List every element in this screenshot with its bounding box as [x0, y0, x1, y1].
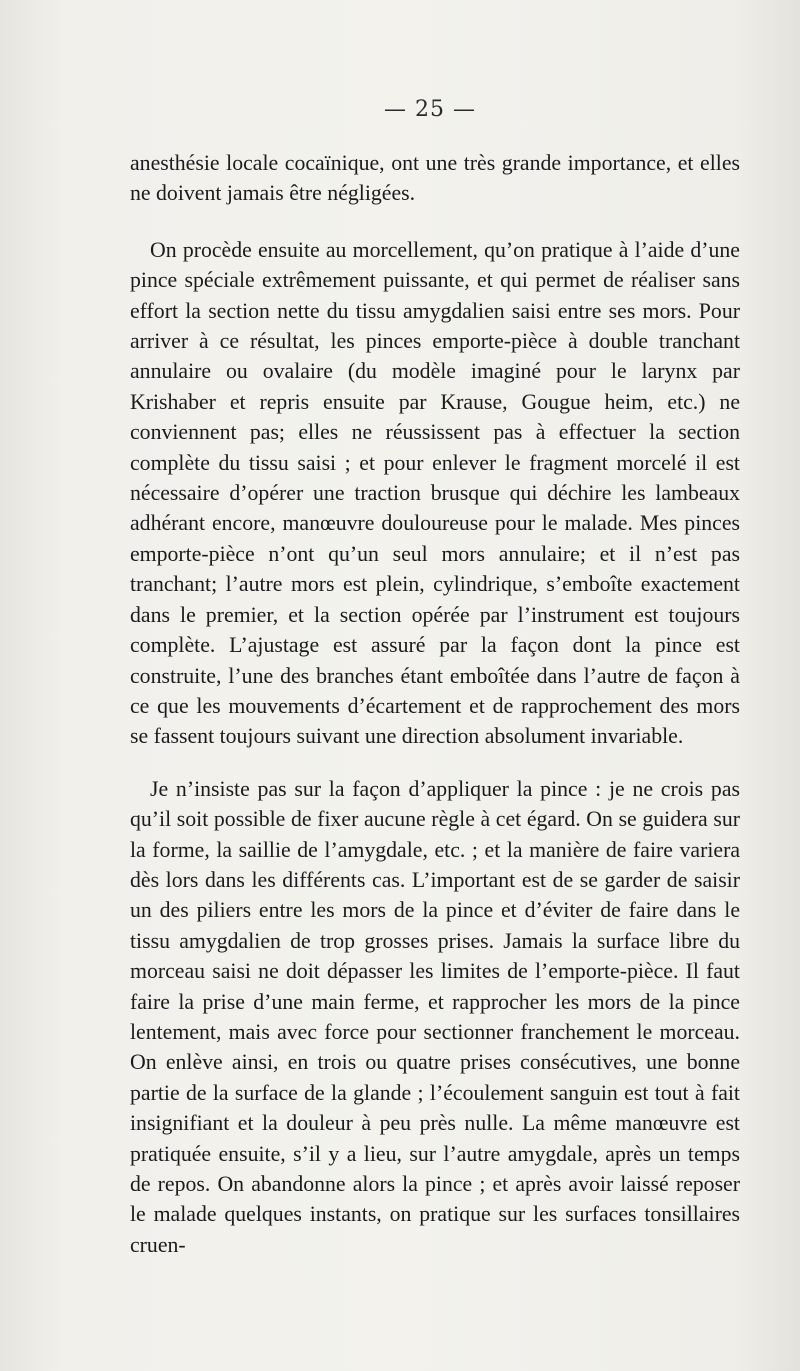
paragraph-3: Je n’insiste pas sur la façon d’appliquer la pince : je ne crois pas qu’il soit possible de fixer aucune règle à cet égard. On se guidera sur la forme, la saillie de l’amygdale, etc. ; et la manière de faire variera dès lors dans les différents cas. L’important est de se garder de saisir un des piliers entre les mors de la pince et d’éviter de faire dans le tissu amygdalien de trop grosses prises. Jamais la surface libre du morceau saisi ne doit dépasser les limites de l’emporte-pièce. Il faut faire la prise d’une main ferme, et rapprocher les mors de la pince lentement, mais avec force pour sectionner franchement le morceau. On enlève ainsi, en trois ou quatre prises consécutives, une bonne partie de la surface de la glande ; l’écoulement sanguin est tout à fait insignifiant et la douleur à peu près nulle. La même manœuvre est pratiquée ensuite, s’il y a lieu, sur l’autre amygdale, après un temps de repos. On abandonne alors la pince ; et après avoir laissé reposer le malade quelques instants, on pratique sur les surfaces tonsillaires cruen-	[130, 776, 740, 1257]
page-number: — 25 —	[384, 97, 476, 122]
paragraph-2: On procède ensuite au morcellement, qu’on pratique à l’aide d’une pince spéciale extrêmement puissante, et qui permet de réaliser sans effort la section nette du tissu amygdalien saisi entre ses mors. Pour arriver à ce résultat, les pinces emporte-pièce à double tranchant annulaire ou ovalaire (du modèle imaginé pour le larynx par Krishaber et repris ensuite par Krause, Gougue heim, etc.) ne conviennent pas; elles ne réussissent pas à effectuer la section complète du tissu saisi ; et pour enlever le fragment morcelé il est nécessaire d’opérer une traction brusque qui déchire les lambeaux adhérant encore, manœuvre douloureuse pour le malade. Mes pinces emporte-pièce n’ont qu’un seul mors annulaire; et il n’est pas tranchant; l’autre mors est plein, cylindrique, s’emboîte exactement dans le premier, et la section opérée par l’instrument est toujours complète. L’ajustage est assuré par la façon dont la pince est construite, l’une des branches étant emboîtée dans l’autre de façon à ce que les mouvements d’écartement et de rapprochement des mors se fassent toujours suivant une direction absolument invariable.	[130, 237, 740, 749]
paragraph-1: anesthésie locale cocaïnique, ont une très grande importance, et elles ne doivent jamais être négligées.	[130, 151, 740, 206]
body-text	[130, 148, 740, 1260]
paragraph-gap	[130, 209, 740, 235]
paragraph-gap	[130, 752, 740, 774]
